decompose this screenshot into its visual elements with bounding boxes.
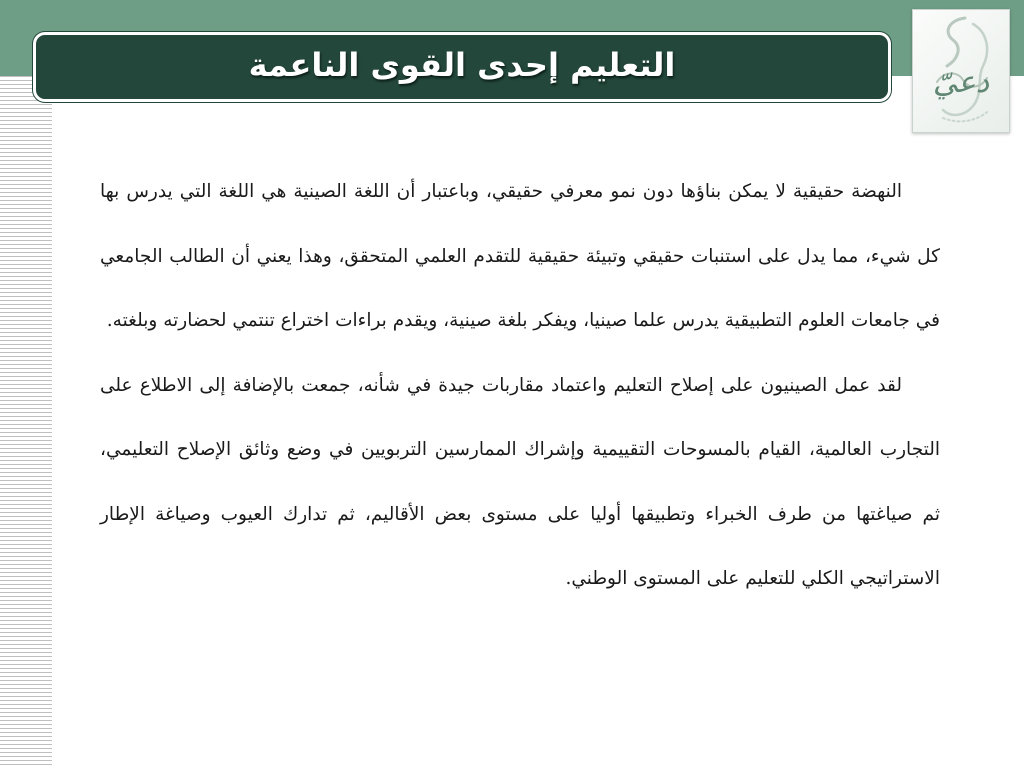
side-stripes [0,76,52,768]
body-paragraph: لقد عمل الصينيون على إصلاح التعليم واعتماد مقاربات جيدة في شأنه، جمعت بالإضافة إلى الاطلاع على التجارب العالمية، القيام بالمسوحات التقييمية وإشراك الممارسين التربويين في وضع وثائق الإصلاح التعليمي، ثم صياغتها من طرف الخبراء وتطبيقها أوليا على مستوى بعض الأقاليم، ثم تدارك العيوب وصياغة الإطار الاستراتيجي الكلي للتعليم على المستوى الوطني. [100,374,940,589]
logo-text: دعيّ [932,65,990,100]
title-bar [33,32,891,102]
body-paragraph: النهضة حقيقية لا يمكن بناؤها دون نمو معرفي حقيقي، وباعتبار أن اللغة الصينية هي اللغة التي يدرس بها كل شيء، مما يدل على استنبات حقيقي وتبيئة حقيقية للتقدم العلمي المتحقق، وهذا يعني أن الطالب الجامعي في جامعات العلوم التطبيقية يدرس علما صينيا، ويفكر بلغة صينية، ويقدم براءات اختراع تنتمي لحضارته وبلغته. [100,181,940,331]
slide-body [100,160,940,612]
logo [912,9,1010,133]
calligraphy-logo-icon [913,10,1009,132]
slide-title: التعليم إحدى القوى الناعمة [248,46,676,84]
